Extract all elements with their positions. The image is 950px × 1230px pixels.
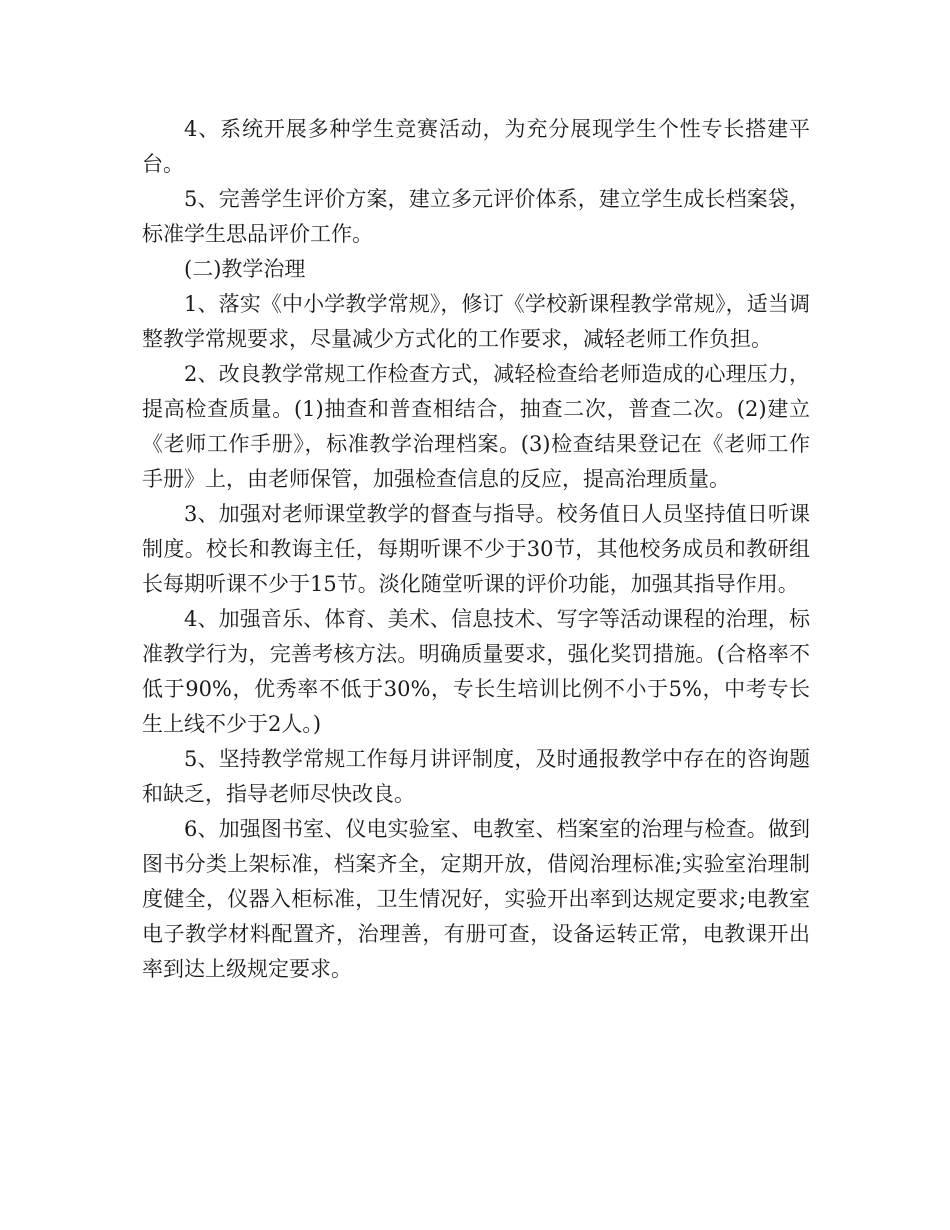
paragraph-teaching-4: 4、加强音乐、体育、美术、信息技术、写字等活动课程的治理，标准教学行为，完善考核方法。明确质量要求，强化奖罚措施。(合格率不低于90%，优秀率不低于30%，专长生培训比例不小于5%，中考专长生上线不少于2人。) xyxy=(142,607,810,736)
paragraph-teaching-3: 3、加强对老师课堂教学的督查与指导。校务值日人员坚持值日听课制度。校长和教诲主任，每期听课不少于30节，其他校务成员和教研组长每期听课不少于15节。淡化随堂听课的评价功能，加强其指导作用。 xyxy=(142,502,810,596)
paragraph-item-4-competitions: 4、系统开展多种学生竞赛活动，为充分展现学生个性专长搭建平台。 xyxy=(142,117,810,176)
paragraph-teaching-5: 5、坚持教学常规工作每月讲评制度，及时通报教学中存在的咨询题和缺乏，指导老师尽快改良。 xyxy=(142,747,810,806)
paragraph-teaching-1: 1、落实《中小学教学常规》，修订《学校新课程教学常规》，适当调整教学常规要求，尽量减少方式化的工作要求，减轻老师工作负担。 xyxy=(142,292,810,351)
document-page xyxy=(142,112,810,987)
section-heading: (二)教学治理 xyxy=(184,257,306,281)
paragraph-item-5-evaluation: 5、完善学生评价方案，建立多元评价体系，建立学生成长档案袋，标准学生思品评价工作。 xyxy=(142,187,810,246)
paragraph-teaching-6: 6、加强图书室、仪电实验室、电教室、档案室的治理与检查。做到图书分类上架标准，档案齐全，定期开放，借阅治理标准;实验室治理制度健全，仪器入柜标准，卫生情况好，实验开出率到达规定要求;电教室电子教学材料配置齐，治理善，有册可查，设备运转正常，电教课开出率到达上级规定要求。 xyxy=(142,817,810,981)
paragraph-teaching-2: 2、改良教学常规工作检查方式，减轻检查给老师造成的心理压力，提高检查质量。(1)抽查和普查相结合，抽查二次，普查二次。(2)建立《老师工作手册》，标准教学治理档案。(3)检查结果登记在《老师工作手册》上，由老师保管，加强检查信息的反应，提高治理质量。 xyxy=(142,362,810,491)
